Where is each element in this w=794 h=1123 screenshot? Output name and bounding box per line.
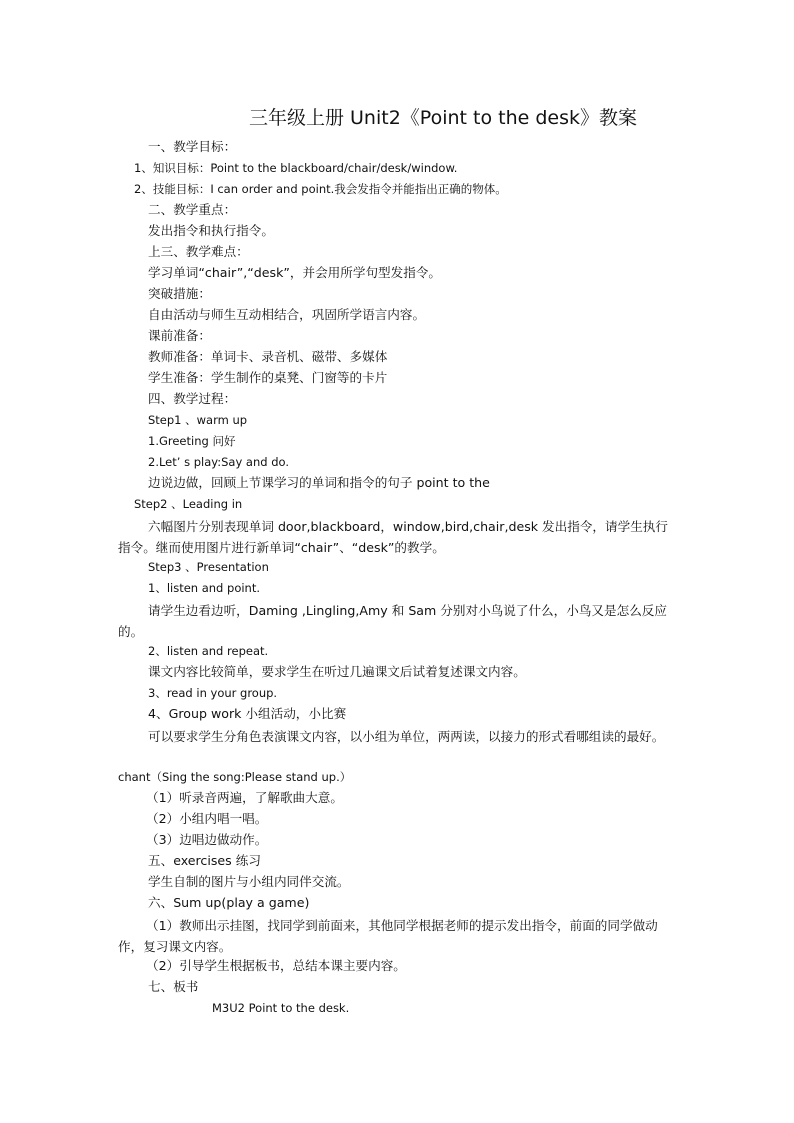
section-heading: 课前准备： <box>148 328 211 343</box>
text-line: 学生准备：学生制作的桌凳、门窗等的卡片 <box>148 370 388 385</box>
section-heading: 突破措施： <box>148 286 211 301</box>
step-heading: Step2 、Leading in <box>134 497 243 511</box>
text-line: 学生自制的图片与小组内同伴交流。 <box>148 874 350 889</box>
section-heading: 五、exercises 练习 <box>148 853 261 868</box>
text-line: （2）引导学生根据板书，总结本课主要内容。 <box>146 958 406 973</box>
text-line: 边说边做，回顾上节课学习的单词和指令的句子 point to the <box>148 475 490 490</box>
text-line: （3）边唱边做动作。 <box>146 832 268 847</box>
text-line: 教师准备：单词卡、录音机、磁带、多媒体 <box>148 349 388 364</box>
section-heading: 上三、教学难点： <box>148 244 249 259</box>
blackboard-text: M3U2 Point to the desk. <box>212 1001 350 1015</box>
text-line: 1、listen and point. <box>148 581 261 595</box>
step-heading: Step3 、Presentation <box>148 560 269 574</box>
page-title: 三年级上册 Unit2《Point to the desk》教案 <box>248 107 637 129</box>
text-line: chant（Sing the song:Please stand up.） <box>118 770 352 784</box>
text-line: 1.Greeting 问好 <box>148 434 236 448</box>
text-line: 学习单词“chair”,“desk”，并会用所学句型发指令。 <box>148 265 442 280</box>
step-heading: Step1 、warm up <box>148 413 248 427</box>
text-line: 4、Group work 小组活动，小比赛 <box>148 706 347 721</box>
text-line: 课文内容比较简单，要求学生在听过几遍课文后试着复述课文内容。 <box>148 664 526 679</box>
section-heading: 二、教学重点： <box>148 202 237 217</box>
paragraph: （1）教师出示挂图，找同学到前面来，其他同学根据老师的提示发出指令，前面的同学做动作，复习课文内容。 <box>118 918 658 954</box>
text-line: 1、知识目标：Point to the blackboard/chair/desk/window. <box>134 161 458 175</box>
text-line: 3、read in your group. <box>148 686 278 700</box>
paragraph: 可以要求学生分角色表演课文内容，以小组为单位，两两读，以接力的形式看哪组读的最好。 <box>148 729 665 744</box>
text-line: 2.Let’ s play:Say and do. <box>148 455 289 469</box>
text-line: 2、listen and repeat. <box>148 644 269 658</box>
section-heading: 四、教学过程： <box>148 391 237 406</box>
section-heading: 六、Sum up(play a game) <box>148 895 310 910</box>
text-line: 发出指令和执行指令。 <box>148 223 274 238</box>
text-line: 自由活动与师生互动相结合，巩固所学语言内容。 <box>148 307 426 322</box>
paragraph: 请学生边看边听，Daming ,Lingling,Amy 和 Sam 分别对小鸟说了什么，小鸟又是怎么反应的。 <box>118 603 667 639</box>
text-line: 2、技能目标：I can order and point.我会发指令并能指出正确的物体。 <box>134 182 507 196</box>
paragraph: 六幅图片分别表现单词 door,blackboard，window,bird,chair,desk 发出指令，请学生执行指令。继而使用图片进行新单词“chair”、“desk”的教学。 <box>118 519 668 555</box>
text-line: （2）小组内唱一唱。 <box>146 811 268 826</box>
section-heading: 七、板书 <box>148 979 199 994</box>
text-line: （1）听录音两遍，了解歌曲大意。 <box>146 790 343 805</box>
section-heading: 一、教学目标： <box>148 139 237 154</box>
